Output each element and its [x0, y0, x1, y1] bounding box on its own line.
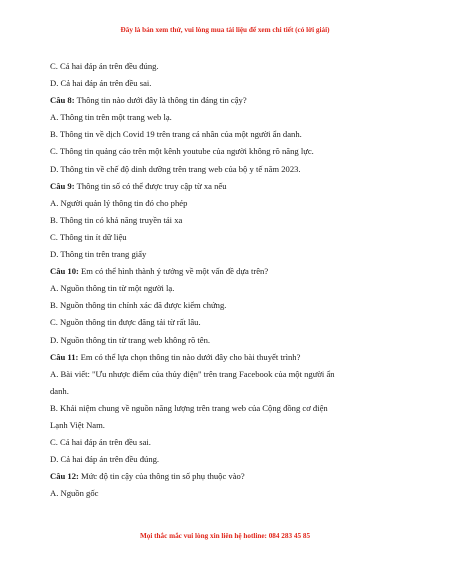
- question-label: Câu 11:: [50, 351, 79, 362]
- question-9: [50, 178, 395, 195]
- answer-option: A. Nguồn thông tin từ một người lạ.: [50, 283, 175, 294]
- question-label: Câu 8:: [50, 95, 75, 106]
- answer-option: C. Cả hai đáp án trên đều sai.: [50, 437, 151, 448]
- question-text: Mức độ tin cậy của thông tin số phụ thuộc vào?: [81, 471, 245, 482]
- question-text: Em có thể hình thành ý tưởng về một vấn đề dựa trên?: [81, 266, 269, 277]
- answer-option: D. Thông tin trên trang giấy: [50, 249, 147, 260]
- answer-option: B. Thông tin về dịch Covid 19 trên trang cá nhân của một người ẩn danh.: [50, 129, 302, 140]
- answer-option: B. Nguồn thông tin chính xác đã được kiểm chứng.: [50, 300, 227, 311]
- question-text: Thông tin số có thể được truy cập từ xa nếu: [76, 180, 227, 191]
- preview-banner: Đây là bản xem thử, vui lòng mua tài liệu để xem chi tiết (có lời giải): [120, 26, 330, 34]
- answer-option: A. Thông tin trên một trang web lạ.: [50, 112, 172, 123]
- answer-option: C. Nguồn thông tin được đăng tải từ rất lâu.: [50, 317, 201, 328]
- question-text: Thông tin nào dưới đây là thông tin đáng tin cậy?: [76, 95, 247, 106]
- question-text: Em có thể lựa chọn thông tin nào dưới đây cho bài thuyết trình?: [80, 351, 301, 362]
- answer-option: D. Cả hai đáp án trên đều sai.: [50, 78, 152, 89]
- answer-option: A. Nguồn gốc: [50, 488, 99, 499]
- answer-option: A. Người quản lý thông tin đó cho phép: [50, 197, 188, 208]
- answer-option: D. Cả hai đáp án trên đều đúng.: [50, 454, 160, 465]
- question-10: [50, 263, 395, 280]
- answer-option: B. Khái niệm chung về nguồn năng lượng trên trang web của Cộng đồng cơ điện: [50, 402, 328, 413]
- question-label: Câu 10:: [50, 266, 79, 277]
- answer-option: C. Thông tin ít dữ liệu: [50, 231, 127, 242]
- question-12: [50, 468, 395, 485]
- answer-option-continued: Lạnh Việt Nam.: [50, 419, 105, 430]
- answer-option: A. Bài viết: "Ưu nhược điểm của thủy điện" trên trang Facebook của một người ẩn: [50, 368, 335, 379]
- answer-option: B. Thông tin có khả năng truyền tải xa: [50, 214, 183, 225]
- answer-option: D. Nguồn thông tin từ trang web không rõ tên.: [50, 334, 211, 345]
- question-8: [50, 92, 395, 109]
- document-body: [50, 58, 395, 502]
- hotline-banner: Mọi thắc mắc vui lòng xin liên hệ hotline: 084 283 45 85: [139, 532, 311, 540]
- question-label: Câu 12:: [50, 471, 79, 482]
- question-11: [50, 349, 395, 366]
- answer-option: C. Thông tin quảng cáo trên một kênh youtube của người không rõ năng lực.: [50, 146, 314, 157]
- answer-option: C. Cả hai đáp án trên đều đúng.: [50, 61, 159, 71]
- question-label: Câu 9:: [50, 180, 75, 191]
- answer-option-continued: danh.: [50, 385, 69, 396]
- answer-option: D. Thông tin về chế độ dinh dưỡng trên trang web của bộ y tế năm 2023.: [50, 163, 301, 174]
